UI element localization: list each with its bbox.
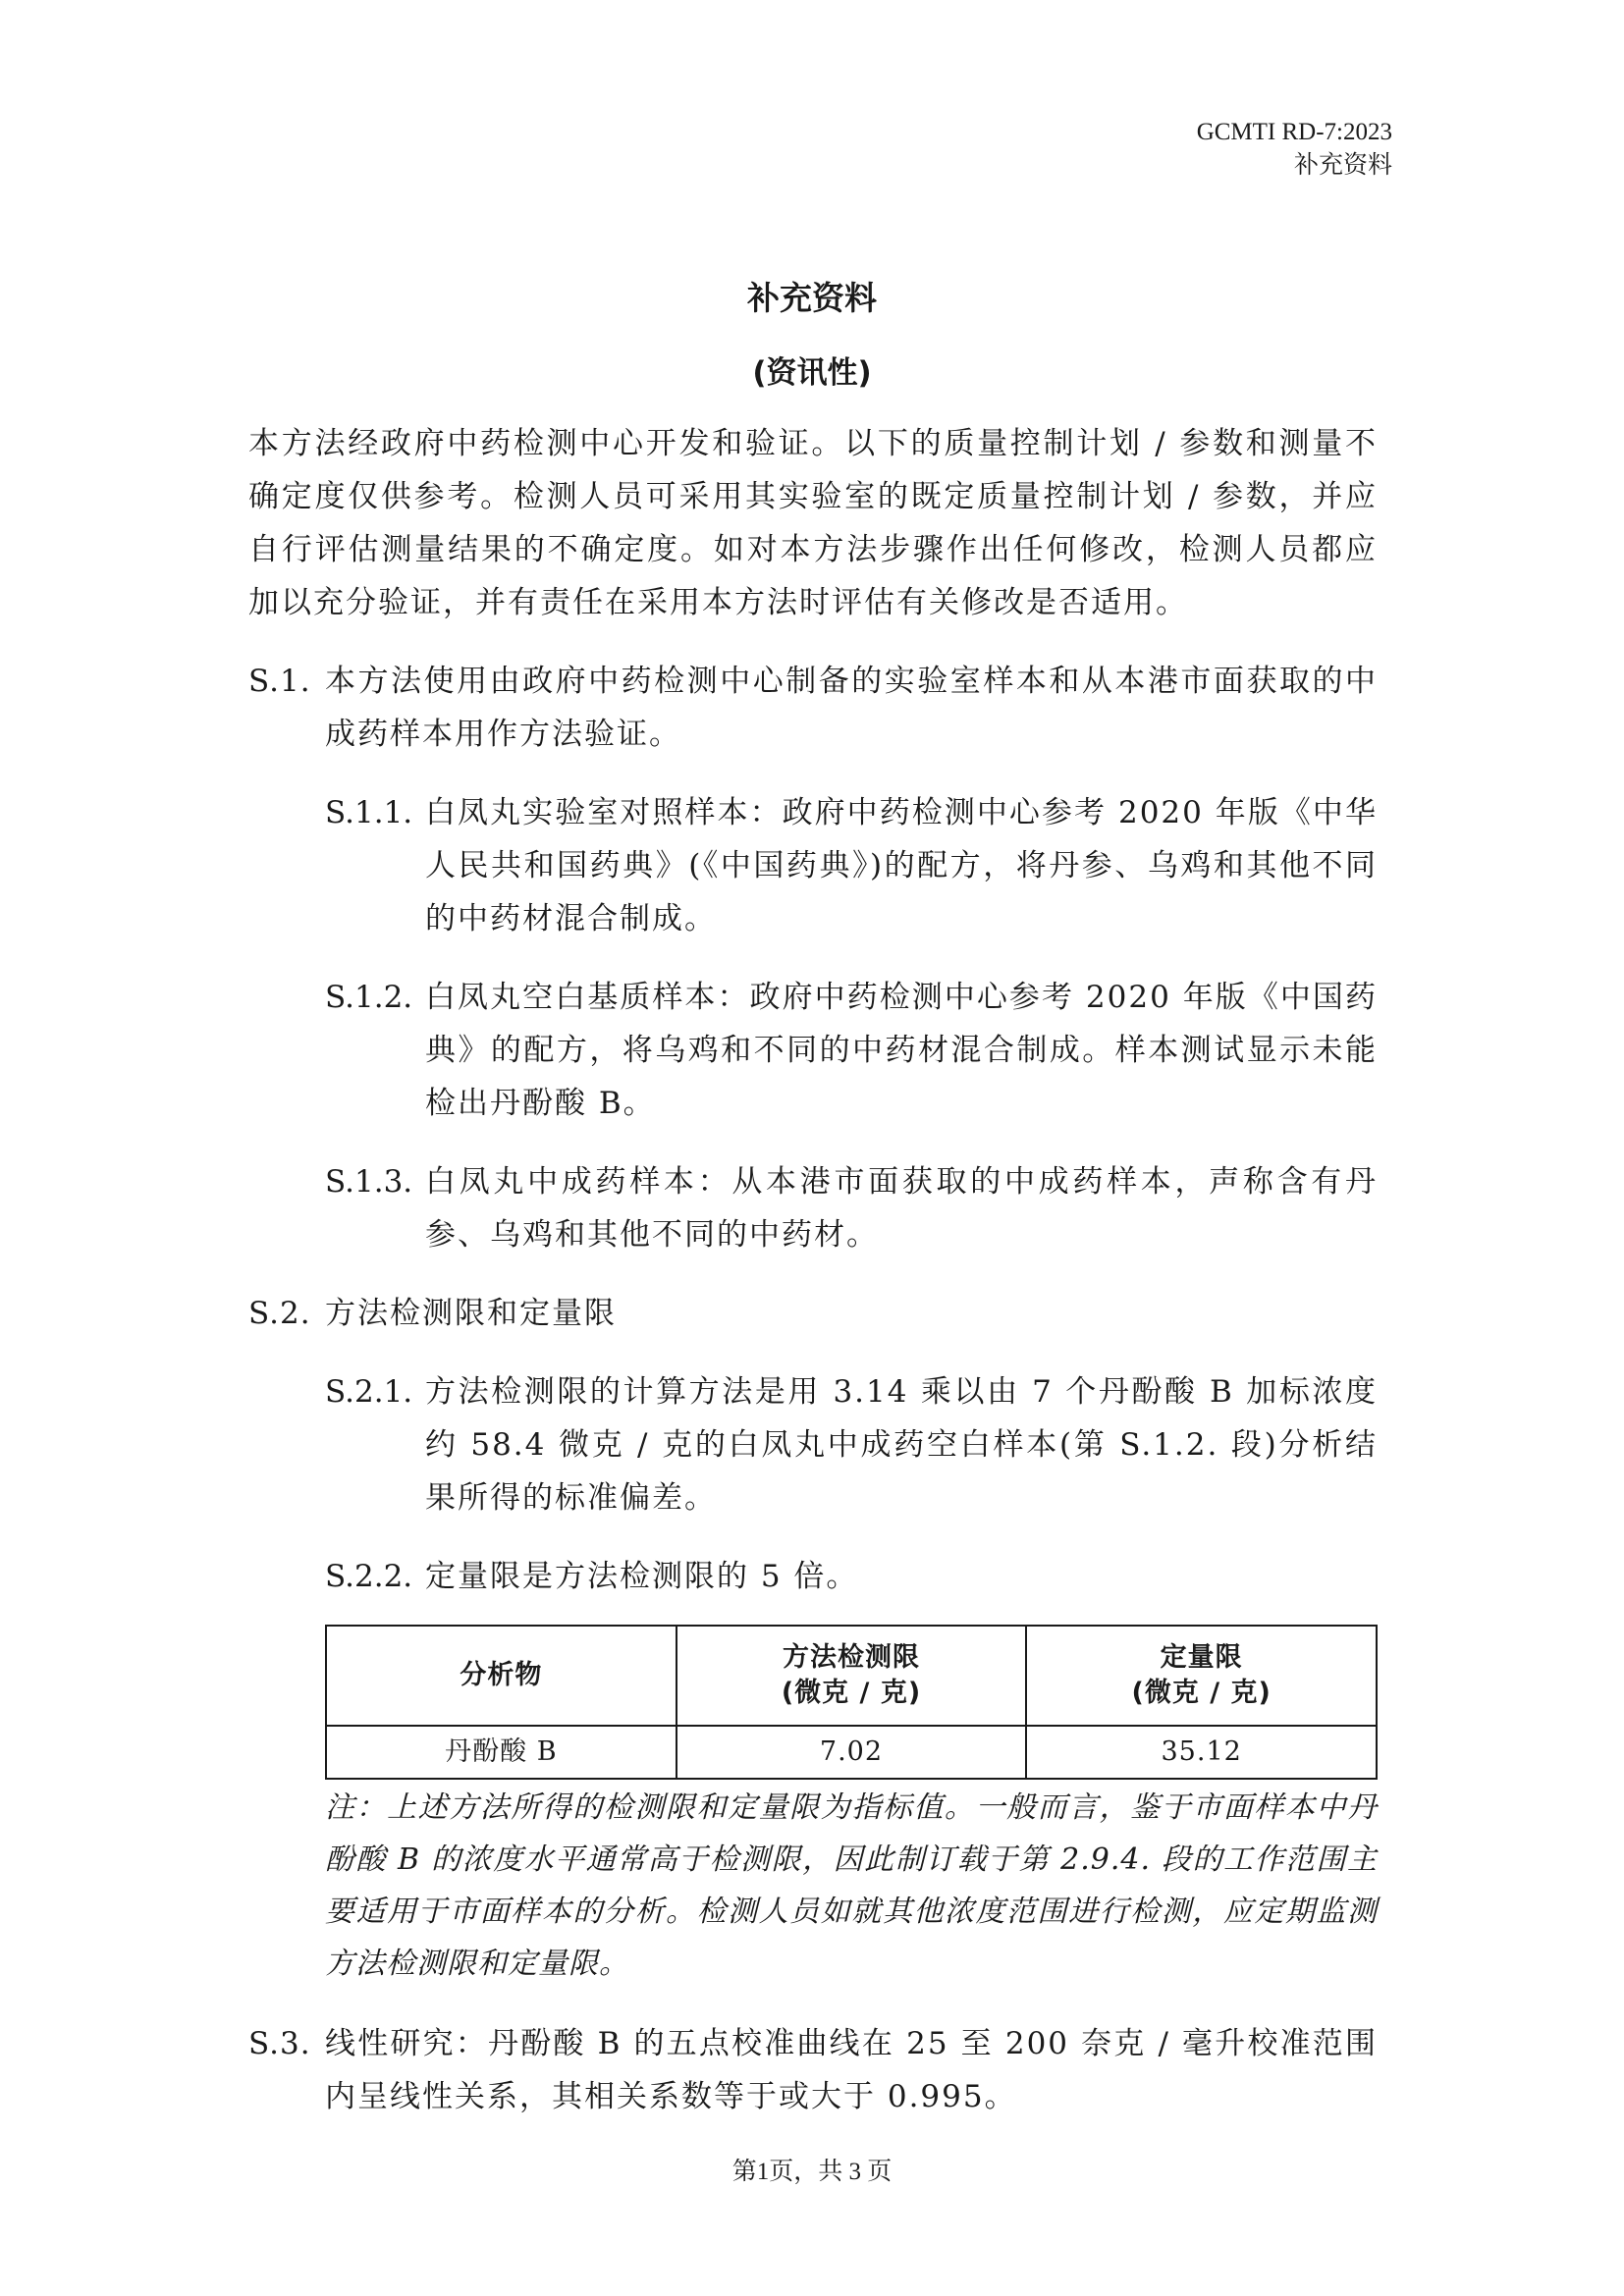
section-text: 线性研究：丹酚酸 B 的五点校准曲线在 25 至 200 奈克 / 毫升校准范围内呈线性关系，其相关系数等于或大于 0.995。 — [325, 2026, 1378, 2114]
table-header-cell: 分析物 — [326, 1626, 677, 1726]
subsection-number: S.1.3. — [325, 1164, 413, 1200]
subsection-s2-1 — [325, 1365, 1378, 1524]
section-text: 本方法使用由政府中药检测中心制备的实验室样本和从本港市面获取的中成药样本用作方法验证。 — [325, 664, 1378, 752]
analyte-cell: 丹酚酸 B — [326, 1726, 677, 1779]
section-s1 — [248, 655, 1378, 761]
document-type: 补充资料 — [1293, 152, 1392, 179]
table-note: 注：上述方法所得的检测限和定量限为指标值。一般而言，鉴于市面样本中丹酚酸 B 的浓度水平通常高于检测限，因此制订载于第 2.9.4. 段的工作范围主要适用于市面样本的分析。检测人员如就其他浓度范围进行检测，应定期监测方法检测限和定量限。 — [325, 1790, 1378, 1981]
subsection-text: 定量限是方法检测限的 5 倍。 — [425, 1559, 859, 1594]
section-s2 — [248, 1287, 1378, 1340]
subsection-text: 白凤丸中成药样本：从本港市面获取的中成药样本，声称含有丹参、乌鸡和其他不同的中药材。 — [425, 1164, 1378, 1253]
subsection-text: 白凤丸空白基质样本：政府中药检测中心参考 2020 年版《中国药典》的配方，将乌鸡和不同的中药材混合制成。样本测试显示未能检出丹酚酸 B。 — [425, 980, 1378, 1121]
page-title: 补充资料 — [747, 279, 877, 317]
subsection-number: S.1.1. — [325, 795, 413, 830]
loq-cell: 35.12 — [1026, 1726, 1377, 1779]
table-row — [326, 1726, 1377, 1779]
document-body — [248, 417, 1378, 2149]
subsection-text: 白凤丸实验室对照样本：政府中药检测中心参考 2020 年版《中华人民共和国药典》(《中国药典》)的配方，将丹参、乌鸡和其他不同的中药材混合制成。 — [425, 795, 1378, 936]
subsection-text: 方法检测限的计算方法是用 3.14 乘以由 7 个丹酚酸 B 加标浓度约 58.4 微克 / 克的白凤丸中成药空白样本(第 S.1.2. 段)分析结果所得的标准偏差。 — [425, 1374, 1378, 1516]
section-text: 方法检测限和定量限 — [325, 1296, 617, 1331]
section-s3 — [248, 2017, 1378, 2123]
subsection-s1-1 — [325, 786, 1378, 945]
section-number: S.2. — [248, 1296, 311, 1331]
document-code: GCMTI RD-7:2023 — [1196, 119, 1392, 145]
section-number: S.1. — [248, 664, 311, 699]
subsection-number: S.2.2. — [325, 1559, 413, 1594]
table-header-cell: 定量限 (微克 / 克) — [1026, 1626, 1377, 1726]
subsection-number: S.2.1. — [325, 1374, 413, 1410]
table-header-row — [326, 1626, 1377, 1726]
subsection-number: S.1.2. — [325, 980, 413, 1015]
subsection-s2-2 — [325, 1550, 1378, 1603]
subsection-s1-3 — [325, 1155, 1378, 1261]
lod-cell: 7.02 — [677, 1726, 1027, 1779]
subsection-s1-2 — [325, 971, 1378, 1130]
page-footer: 第1页，共 3 页 — [731, 2159, 893, 2185]
detection-limit-table — [325, 1625, 1378, 1780]
intro-paragraph: 本方法经政府中药检测中心开发和验证。以下的质量控制计划 / 参数和测量不确定度仅供参考。检测人员可采用其实验室的既定质量控制计划 / 参数，并应自行评估测量结果的不确定度。如对本方法步骤作出任何修改，检测人员都应加以充分验证，并有责任在采用本方法时评估有关修改是否适用。 — [248, 426, 1378, 620]
page-header — [1197, 116, 1392, 183]
section-number: S.3. — [248, 2026, 311, 2061]
page-subtitle: (资讯性) — [752, 355, 872, 391]
table-header-cell: 方法检测限 (微克 / 克) — [677, 1626, 1027, 1726]
